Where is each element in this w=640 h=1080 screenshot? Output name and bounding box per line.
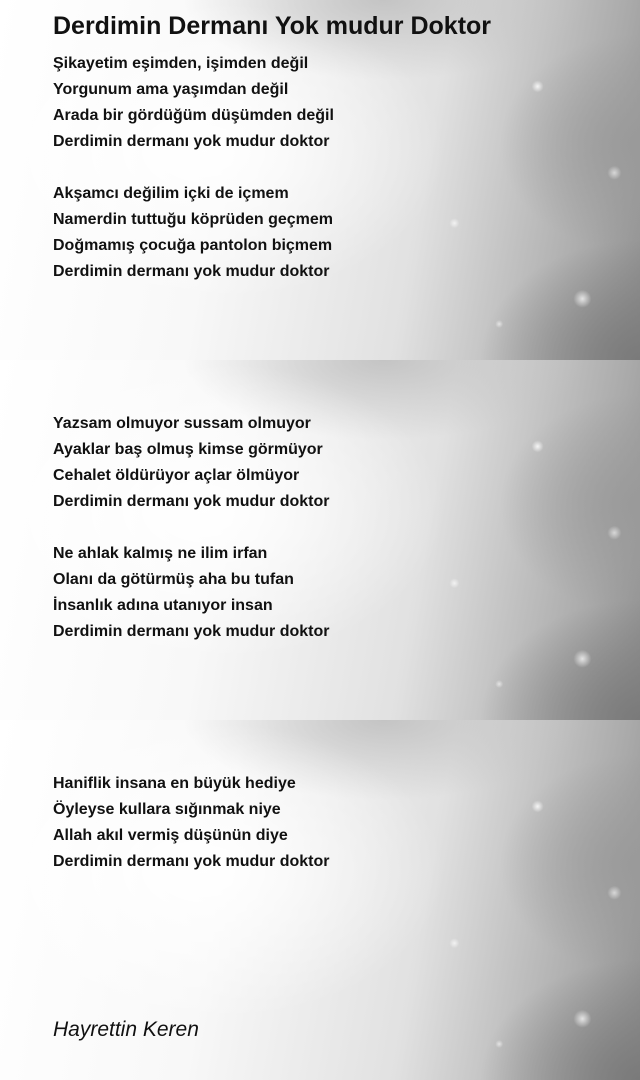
verse-line: Allah akıl vermiş düşünün diye <box>53 827 288 844</box>
stanza-5 <box>53 771 329 875</box>
verse-line: Akşamcı değilim içki de içmem <box>53 185 289 202</box>
verse-line: Derdimin dermanı yok mudur doktor <box>53 493 330 510</box>
poem-panel-2 <box>0 360 640 720</box>
verse-line: Ne ahlak kalmış ne ilim irfan <box>53 545 268 562</box>
verse-line: Şikayetim eşimden, işimden değil <box>53 55 309 72</box>
verse-line: Derdimin dermanı yok mudur doktor <box>53 623 330 640</box>
stanza-1 <box>53 51 334 155</box>
verse-line: Cehalet öldürüyor açlar ölmüyor <box>53 467 300 484</box>
verse-line: Namerdin tuttuğu köprüden geçmem <box>53 211 334 228</box>
verse-line: Doğmamış çocuğa pantolon biçmem <box>53 237 333 254</box>
poem-panel-1 <box>0 0 640 360</box>
poem-author: Hayrettin Keren <box>53 1018 199 1041</box>
stanza-3 <box>53 411 329 515</box>
poem-panel-3 <box>0 720 640 1080</box>
stanza-2 <box>53 181 333 285</box>
verse-line: Derdimin dermanı yok mudur doktor <box>53 853 330 870</box>
verse-line: Arada bir gördüğüm düşümden değil <box>53 107 334 124</box>
verse-line: Olanı da götürmüş aha bu tufan <box>53 571 294 588</box>
verse-line: Öyleyse kullara sığınmak niye <box>53 801 281 818</box>
verse-line: Yazsam olmuyor sussam olmuyor <box>53 415 311 432</box>
verse-line: Haniflik insana en büyük hediye <box>53 775 296 792</box>
verse-line: Derdimin dermanı yok mudur doktor <box>53 263 330 280</box>
verse-line: Derdimin dermanı yok mudur doktor <box>53 133 330 150</box>
stanza-4 <box>53 541 329 645</box>
verse-line: İnsanlık adına utanıyor insan <box>53 597 273 614</box>
verse-line: Yorgunum ama yaşımdan değil <box>53 81 289 98</box>
poem-title: Derdimin Dermanı Yok mudur Doktor <box>53 12 492 40</box>
verse-line: Ayaklar baş olmuş kimse görmüyor <box>53 441 323 458</box>
